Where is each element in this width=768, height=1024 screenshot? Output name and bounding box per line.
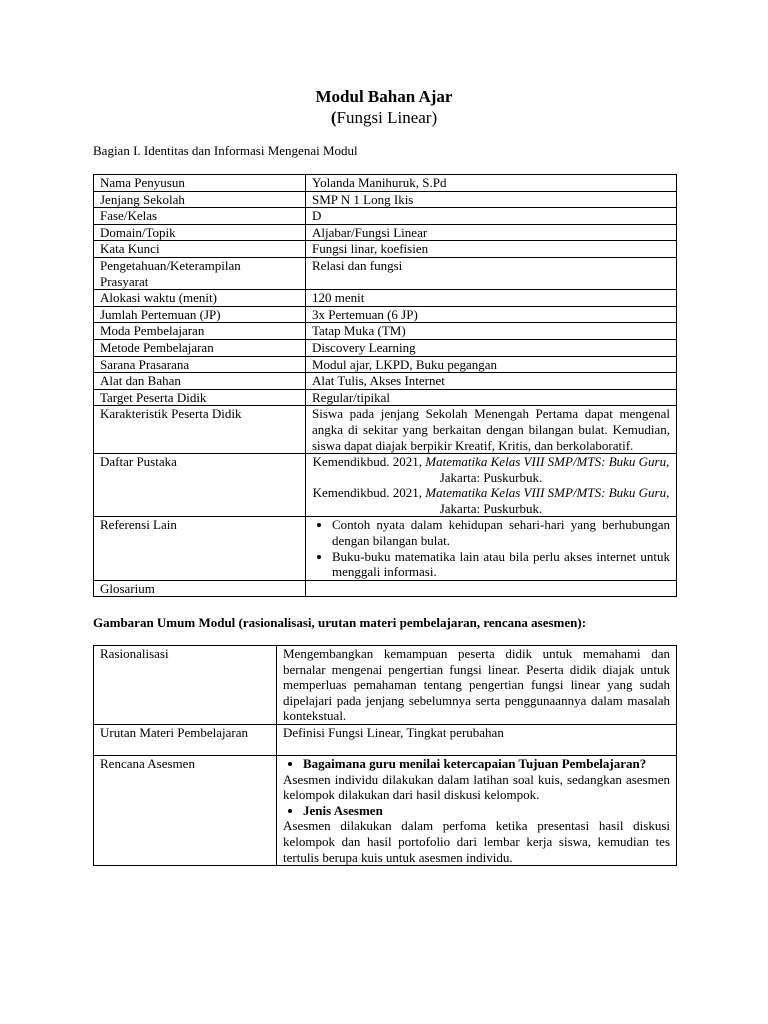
row-label: Nama Penyusun xyxy=(94,175,306,192)
table-row xyxy=(94,373,677,390)
row-label: Fase/Kelas xyxy=(94,208,306,225)
assessment-content xyxy=(277,755,677,865)
row-value: Alat Tulis, Akses Internet xyxy=(306,373,677,390)
table-row xyxy=(94,517,677,580)
list-item: • Contoh nyata dalam kehidupan sehari-hari yang berhubungan dengan bilangan bulat. xyxy=(332,517,670,548)
overview-table xyxy=(93,645,677,866)
row-label: Kata Kunci xyxy=(94,241,306,258)
table-row xyxy=(94,323,677,340)
assessment-answer: Asesmen dilakukan dalam perfoma ketika presentasi hasil diskusi kelompok dan hasil portofolio dari lembar kerja siswa, kemudian tes tertulis berupa kuis untuk asesmen individu. xyxy=(283,818,670,865)
row-value: D xyxy=(306,208,677,225)
row-value: Modul ajar, LKPD, Buku pegangan xyxy=(306,356,677,373)
row-label: Pengetahuan/Keterampilan Prasyarat xyxy=(94,257,306,289)
subtitle-text: Fungsi Linear) xyxy=(336,108,438,127)
row-value: Fungsi linar, koefisien xyxy=(306,241,677,258)
reference-item: Kemendikbud. 2021, Matematika Kelas VIII SMP/MTS: Buku Guru, Jakarta: Puskurbuk. xyxy=(312,485,670,516)
rationale-text: Mengembangkan kemampuan peserta didik untuk memahami dan bernalar mengenai pengertian fungsi linear. Peserta didik diajak untuk memperluas pemahaman tentang pengertian fungsi linear yang sudah dipelajari pada jenjang sebelumnya serta penggunaannya dalam masalah kontekstual. xyxy=(277,646,677,725)
assessment-type: • Jenis Asesmen xyxy=(303,803,670,819)
row-label: Target Peserta Didik xyxy=(94,389,306,406)
row-value-references xyxy=(306,454,677,517)
table-row xyxy=(94,724,677,755)
row-label: Glosarium xyxy=(94,580,306,597)
row-label: Sarana Prasarana xyxy=(94,356,306,373)
table-row xyxy=(94,646,677,725)
order-label: Urutan Materi Pembelajaran xyxy=(94,724,277,755)
other-refs-list xyxy=(312,517,670,579)
table-row xyxy=(94,224,677,241)
table-row xyxy=(94,406,677,454)
row-value: Yolanda Manihuruk, S.Pd xyxy=(306,175,677,192)
table-row xyxy=(94,306,677,323)
assessment-list xyxy=(283,803,670,819)
row-label: Jenjang Sekolah xyxy=(94,191,306,208)
table-row xyxy=(94,339,677,356)
table-row xyxy=(94,208,677,225)
table-row xyxy=(94,191,677,208)
table-row xyxy=(94,755,677,865)
row-label: Daftar Pustaka xyxy=(94,454,306,517)
row-value: Tatap Muka (TM) xyxy=(306,323,677,340)
row-label: Alat dan Bahan xyxy=(94,373,306,390)
row-value: Aljabar/Fungsi Linear xyxy=(306,224,677,241)
row-value-other-refs xyxy=(306,517,677,580)
row-value: Relasi dan fungsi xyxy=(306,257,677,289)
section-1-heading: Bagian I. Identitas dan Informasi Mengenai Modul xyxy=(93,143,358,158)
row-value: 3x Pertemuan (6 JP) xyxy=(306,306,677,323)
row-label: Metode Pembelajaran xyxy=(94,339,306,356)
identity-table xyxy=(93,174,677,597)
table-row xyxy=(94,389,677,406)
row-label: Karakteristik Peserta Didik xyxy=(94,406,306,454)
table-row xyxy=(94,241,677,258)
row-label: Alokasi waktu (menit) xyxy=(94,290,306,307)
row-value: Siswa pada jenjang Sekolah Menengah Pertama dapat mengenal angka di sekitar yang berkaitan dengan bilangan bulat. Kemudian, siswa dapat diajak berpikir Kreatif, Kritis, dan berkolaboratif. xyxy=(306,406,677,454)
row-label: Jumlah Pertemuan (JP) xyxy=(94,306,306,323)
rationale-label: Rasionalisasi xyxy=(94,646,277,725)
subtitle-open-paren: ( xyxy=(330,108,337,127)
order-text: Definisi Fungsi Linear, Tingkat perubahan xyxy=(277,724,677,755)
row-value: Discovery Learning xyxy=(306,339,677,356)
assessment-list xyxy=(283,756,670,772)
row-label: Domain/Topik xyxy=(94,224,306,241)
assessment-answer: Asesmen individu dilakukan dalam latihan soal kuis, sedangkan asesmen kelompok dilakukan dari hasil diskusi kelompok. xyxy=(283,771,670,803)
assessment-question: • Bagaimana guru menilai ketercapaian Tujuan Pembelajaran? xyxy=(303,756,670,772)
document-subtitle xyxy=(0,108,768,128)
row-value: SMP N 1 Long Ikis xyxy=(306,191,677,208)
row-value: 120 menit xyxy=(306,290,677,307)
row-label: Referensi Lain xyxy=(94,517,306,580)
table-row xyxy=(94,580,677,597)
document-title: Modul Bahan Ajar xyxy=(315,87,453,106)
row-value xyxy=(306,580,677,597)
row-label: Moda Pembelajaran xyxy=(94,323,306,340)
list-item: • Buku-buku matematika lain atau bila perlu akses internet untuk menggali informasi. xyxy=(332,549,670,580)
assessment-label: Rencana Asesmen xyxy=(94,755,277,865)
reference-item: Kemendikbud. 2021, Matematika Kelas VIII SMP/MTS: Buku Guru, Jakarta: Puskurbuk. xyxy=(312,454,670,485)
table-row xyxy=(94,454,677,517)
table-row xyxy=(94,257,677,289)
table-row xyxy=(94,290,677,307)
section-2-heading: Gambaran Umum Modul (rasionalisasi, urutan materi pembelajaran, rencana asesmen): xyxy=(93,615,587,630)
table-row xyxy=(94,175,677,192)
row-value: Regular/tipikal xyxy=(306,389,677,406)
table-row xyxy=(94,356,677,373)
